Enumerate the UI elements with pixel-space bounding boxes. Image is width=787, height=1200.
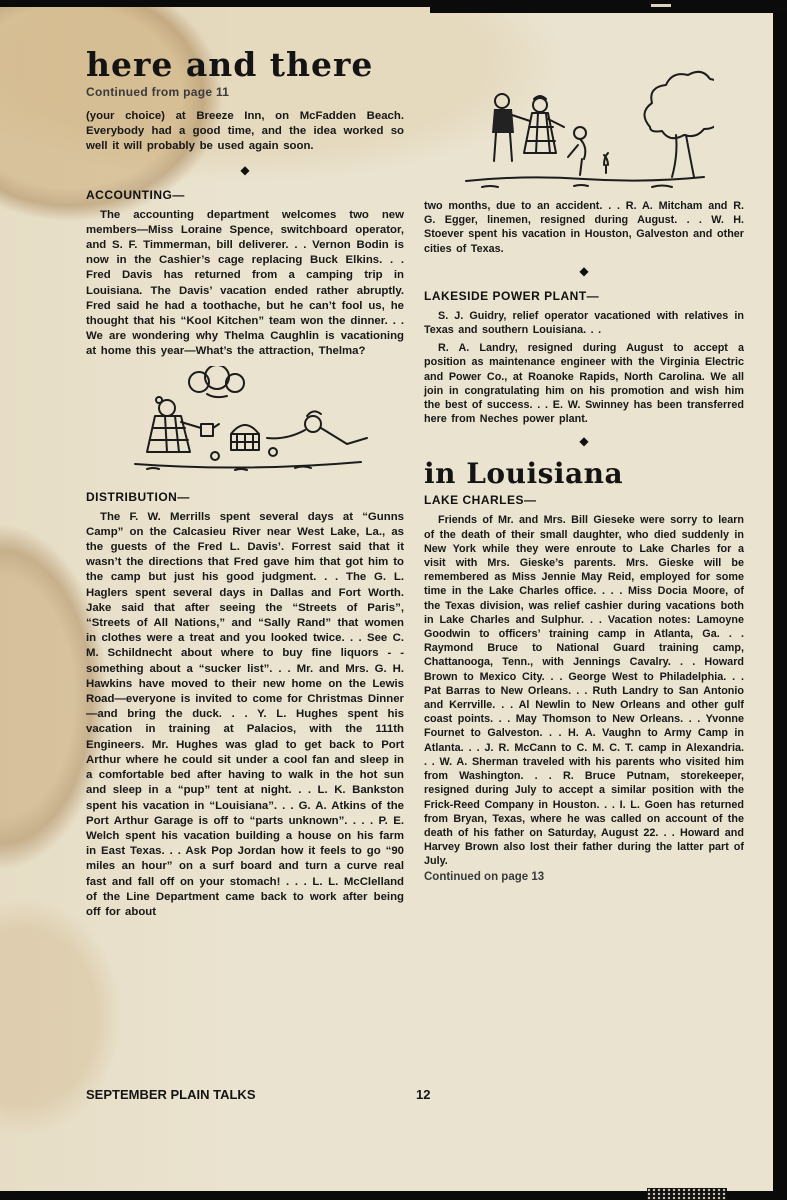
page-footer xyxy=(86,1087,706,1107)
page-title: here and there xyxy=(86,45,374,84)
right-column xyxy=(424,63,744,883)
paper-sheet xyxy=(0,7,773,1191)
diamond-separator-icon: ◆ xyxy=(579,434,589,449)
diamond-separator-icon: ◆ xyxy=(579,263,589,278)
page-number: 12 xyxy=(416,1087,431,1102)
accounting-paragraph: The accounting department welcomes two new members—Miss Loraine Spence, switchboard operator, and S. F. Timmerman, bill deliverer. . . Vernon Bodin is now in the Cashier’s cage replacing Buck Elkins. . . Fred Davis has returned from a camping trip in Louisiana. The Davis’ vacation ended rather abruptly. Fred said he had a toothache, but he can’t fool us, he thought that his “Kool Kitchen” team won the dinner. . . We are wondering why Thelma Caughlin is vacationing at home this year—What’s the attraction, Thelma? xyxy=(86,208,404,358)
left-column xyxy=(86,47,404,920)
scan-halftone-speckle xyxy=(647,1188,727,1200)
louisiana-section-title: in Louisiana xyxy=(424,457,624,491)
scan-scratch-mark xyxy=(651,4,671,7)
lakeside-heading: LAKESIDE POWER PLANT— xyxy=(424,288,600,303)
diamond-separator-icon: ◆ xyxy=(240,162,250,177)
footer-title: SEPTEMBER PLAIN TALKS xyxy=(86,1087,256,1102)
intro-paragraph: (your choice) at Breeze Inn, on McFadden Beach. Everybody had a good time, and the idea worked so well it will probably be used again soon. xyxy=(86,110,404,153)
lake-charles-heading: LAKE CHARLES— xyxy=(424,493,537,508)
continued-on-note: Continued on page 13 xyxy=(424,870,545,883)
continued-from-note: Continued from page 11 xyxy=(86,85,230,99)
lakeside-paragraph-1: S. J. Guidry, relief operator vacationed with relatives in Texas and southern Louisiana. . . xyxy=(424,309,744,337)
lake-charles-paragraph: Friends of Mr. and Mrs. Bill Gieseke were sorry to learn of the death of their small daughter, who died suddenly in New York while they were enroute to Lake Charles for a visit with Mrs. Gieske’s parents. Mrs. Gieske will be remembered as Miss Jennie May Reid, employed for some time in the Lake Charles office. . . . Miss Docia Moore, of the Texas division, was relief cashier during vacations both in Lake Charles and Sulphur. . . Vacation notes: Lamoyne Goodwin to officers’ training camp in Atlanta, Ga. . . Raymond Bruce to National Guard training camp, Chattanooga, Tenn., with Jennings Cavalry. . . Howard Brown to Mexico City. . . George West to Philadelphia. . . Pat Barras to New Orleans. . . Ruth Landry to San Antonio and Kerrville. . . Al Newlin to New Orleans and other gulf coast points. . . May Thomson to New Orleans. . . Yvonne Fournet to Galveston. . . H. A. Vaughn to Army Camp in Atlanta. . . J. R. McCann to C. M. C. T. camp in Alexandria. . . W. A. Sherman traveled with his parents who visited him from Washington. . . R. Bruce Putnam, storekeeper, resigned during July to accept a similar position with the Frick-Reed Company in Houston. . . I. L. Goen has returned from Bryan, Texas, where he was called on account of the death of his father on Saturday, August 22. . . Howard and Harvey Brown also lost their father during the latter part of July. xyxy=(424,514,744,868)
lakeside-paragraph-2: R. A. Landry, resigned during August to accept a position as maintenance engineer with the Virginia Electric and Power Co., at Roanoke Rapids, North Carolina. We all join in congratulating him on his promotion and wish him the best of success. . . E. W. Swinney has been transferred here from Neches power plant. xyxy=(424,342,744,426)
distribution-heading: DISTRIBUTION— xyxy=(86,489,190,504)
tree-cartoon-illustration xyxy=(454,69,714,197)
picnic-cartoon-illustration xyxy=(95,366,395,478)
distribution-paragraph: The F. W. Merrills spent several days at “Gunns Camp” on the Calcasieu River near West Lake, La., as the guests of the Fred L. Davis’. Forrest said that it wasn’t the directions that Fred gave him that got him to the camp but just his good judgment. . . The G. L. Haglers spent several days in Dallas and Fort Worth. Jake said that after seeing the “Streets of Paris”, “Streets of All Nations,” and “Sally Rand” that women in clothes were a treat and you looked twice. . . See C. M. Schildnecht about where to buy fine liquors - - something about a “sucker list”. . . Mr. and Mrs. G. H. Hawkins have moved to their new home on the Lewis Road—everyone is invited to come for Christmas Dinner—and bring the duck. . . Y. L. Hughes spent his vacation in training at Palacios, with the 111th Engineers. Mr. Hughes was glad to get back to Port Arthur where he could sit under a cool fan and sleep in a comfortable bed after having to walk in the hot sun and sleep in a “pup” tent at night. . . L. K. Bankston spent his vacation in “Louisiana”. . . G. A. Atkins of the Port Arthur Garage is off to “parts unknown”. . . . P. E. Welch spent his vacation building a house on his farm in East Texas. . . Ask Pop Jordan how it feels to go “90 miles an hour” on a surf board and turn a curve real fast and fall off on your stomach! . . . L. L. McClelland of the Line Department came back to work after being off for about xyxy=(86,510,404,918)
scan-edge-top-right xyxy=(430,0,787,13)
continuation-paragraph: two months, due to an accident. . . R. A. Mitcham and R. G. Egger, linemen, resigned during August. . . W. H. Stoever spent his vacation in Houston, Galveston and other cities of Texas. xyxy=(424,200,744,255)
accounting-heading: ACCOUNTING— xyxy=(86,187,185,202)
